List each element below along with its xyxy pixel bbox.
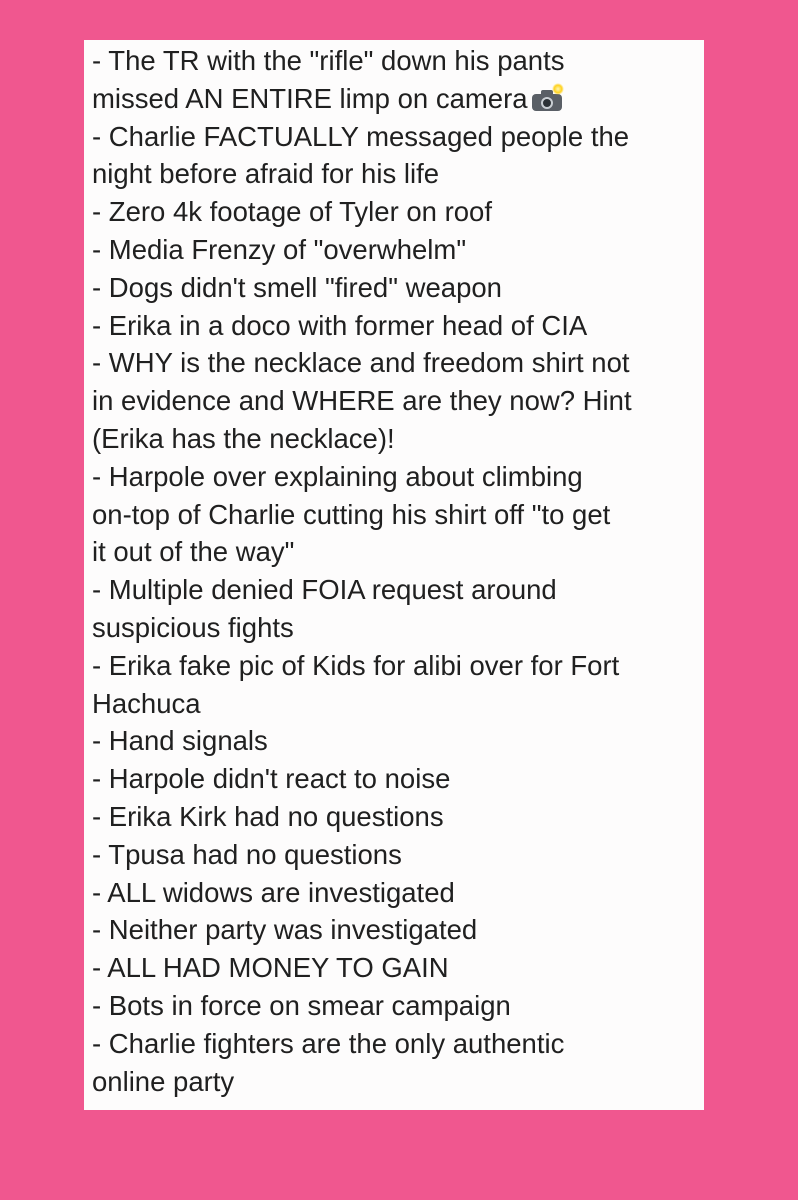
note-line-13: - Erika Kirk had no questions <box>92 800 444 832</box>
note-line-15: - ALL widows are investigated <box>92 876 455 908</box>
note-line-6: - Erika in a doco with former head of CIA <box>92 309 588 341</box>
note-line-9: - Multiple denied FOIA request around suspicious fights <box>92 574 557 643</box>
note-line-4: - Media Frenzy of "overwhelm" <box>92 233 467 265</box>
note-line-1 <box>92 42 698 118</box>
camera-flash-icon <box>532 89 562 111</box>
note-line-11: - Hand signals <box>92 725 268 757</box>
note-line-2: - Charlie FACTUALLY messaged people the night before afraid for his life <box>92 120 630 190</box>
note-line-17: - ALL HAD MONEY TO GAIN <box>92 952 449 984</box>
note-line-18: - Bots in force on smear campaign <box>92 989 511 1021</box>
note-line-7: - WHY is the necklace and freedom shirt not in evidence and WHERE are they now? Hint (Erika has the necklace)! <box>92 347 632 454</box>
note-line-8: - Harpole over explaining about climbing on-top of Charlie cutting his shirt off "to get it out of the way" <box>92 460 611 568</box>
note-line-14: - Tpusa had no questions <box>92 838 402 870</box>
note-line-1-text: - The TR with the "rifle" down his pants missed AN ENTIRE limp on camera <box>92 45 565 114</box>
note-card <box>84 40 704 1110</box>
note-line-12: - Harpole didn't react to noise <box>92 763 451 795</box>
note-line-3: - Zero 4k footage of Tyler on roof <box>92 196 492 228</box>
note-line-16: - Neither party was investigated <box>92 914 478 946</box>
note-line-10: - Erika fake pic of Kids for alibi over for Fort Hachuca <box>92 649 620 719</box>
note-line-19: - Charlie fighters are the only authentic online party <box>92 1027 565 1097</box>
note-line-5: - Dogs didn't smell "fired" weapon <box>92 271 502 303</box>
